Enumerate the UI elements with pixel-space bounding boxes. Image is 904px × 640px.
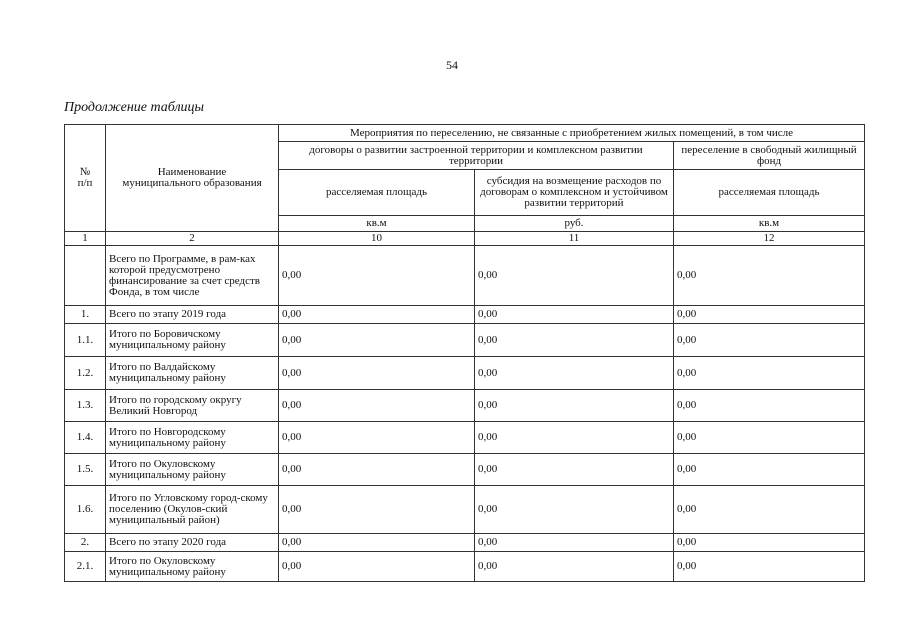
row-value-col10: 0,00 <box>279 324 475 357</box>
row-value-col11: 0,00 <box>475 486 674 534</box>
row-value-col12: 0,00 <box>674 357 865 390</box>
page-number: 54 <box>446 58 458 72</box>
continuation-label: Продолжение таблицы <box>64 100 205 115</box>
row-number: 1. <box>65 306 106 324</box>
row-number <box>65 246 106 306</box>
table-row <box>65 306 865 324</box>
table-row <box>65 324 865 357</box>
row-value-col12: 0,00 <box>674 454 865 486</box>
row-value-col10: 0,00 <box>279 357 475 390</box>
num-header-line2: п/п <box>77 177 93 189</box>
row-value-col12: 0,00 <box>674 324 865 357</box>
subgroup-free-fund: переселение в свободный жилищный фонд <box>674 142 865 170</box>
resettlement-table <box>64 124 865 582</box>
row-name: Итого по Окуловскому муниципальному району <box>106 552 279 582</box>
row-value-col12: 0,00 <box>674 486 865 534</box>
subgroup-contracts: договоры о развитии застроенной территории и комплексном развитии территории <box>279 142 674 170</box>
row-value-col10: 0,00 <box>279 534 475 552</box>
row-value-col11: 0,00 <box>475 534 674 552</box>
row-number: 1.2. <box>65 357 106 390</box>
col12-header: расселяемая площадь <box>674 170 865 216</box>
row-name: Всего по Программе, в рам-ках которой предусмотрено финансирование за счет средств Фонда, в том числе <box>106 246 279 306</box>
table-row <box>65 390 865 422</box>
num-header <box>65 125 106 232</box>
col11-index: 11 <box>475 232 674 246</box>
table-row <box>65 454 865 486</box>
row-value-col11: 0,00 <box>475 357 674 390</box>
row-name: Итого по Окуловскому муниципальному району <box>106 454 279 486</box>
table-row <box>65 552 865 582</box>
col1-index: 1 <box>65 232 106 246</box>
row-name: Итого по городскому округу Великий Новгород <box>106 390 279 422</box>
row-number: 2.1. <box>65 552 106 582</box>
table-row <box>65 534 865 552</box>
row-name: Итого по Новгородскому муниципальному району <box>106 422 279 454</box>
col12-unit: кв.м <box>674 216 865 232</box>
name-header-line2: муниципального образования <box>122 177 262 189</box>
row-number: 1.6. <box>65 486 106 534</box>
table-row <box>65 246 865 306</box>
row-value-col11: 0,00 <box>475 246 674 306</box>
row-number: 1.1. <box>65 324 106 357</box>
row-name: Итого по Угловскому город-скому поселению (Окулов-ский муниципальный район) <box>106 486 279 534</box>
num-header-line1: № <box>79 166 91 178</box>
row-value-col12: 0,00 <box>674 422 865 454</box>
group-title: Мероприятия по переселению, не связанные с приобретением жилых помещений, в том числе <box>279 125 865 142</box>
row-value-col12: 0,00 <box>674 306 865 324</box>
col11-unit: руб. <box>475 216 674 232</box>
row-name: Итого по Валдайскому муниципальному району <box>106 357 279 390</box>
row-number: 1.5. <box>65 454 106 486</box>
row-value-col10: 0,00 <box>279 552 475 582</box>
row-name: Итого по Боровичскому муниципальному району <box>106 324 279 357</box>
table-row <box>65 357 865 390</box>
row-value-col12: 0,00 <box>674 534 865 552</box>
row-value-col12: 0,00 <box>674 246 865 306</box>
row-value-col11: 0,00 <box>475 552 674 582</box>
name-header-line1: Наименование <box>157 166 227 178</box>
row-value-col11: 0,00 <box>475 454 674 486</box>
row-value-col11: 0,00 <box>475 390 674 422</box>
row-value-col10: 0,00 <box>279 486 475 534</box>
row-value-col11: 0,00 <box>475 306 674 324</box>
row-name: Всего по этапу 2019 года <box>106 306 279 324</box>
row-value-col12: 0,00 <box>674 390 865 422</box>
row-name: Всего по этапу 2020 года <box>106 534 279 552</box>
col10-header: расселяемая площадь <box>279 170 475 216</box>
col11-header: субсидия на возмещение расходов по договорам о комплексном и устойчивом развитии территорий <box>475 170 674 216</box>
row-value-col11: 0,00 <box>475 422 674 454</box>
row-value-col10: 0,00 <box>279 306 475 324</box>
row-value-col10: 0,00 <box>279 454 475 486</box>
row-value-col10: 0,00 <box>279 390 475 422</box>
col2-index: 2 <box>106 232 279 246</box>
row-number: 2. <box>65 534 106 552</box>
name-header <box>106 125 279 232</box>
row-number: 1.4. <box>65 422 106 454</box>
row-value-col11: 0,00 <box>475 324 674 357</box>
col12-index: 12 <box>674 232 865 246</box>
row-value-col10: 0,00 <box>279 246 475 306</box>
row-value-col12: 0,00 <box>674 552 865 582</box>
col10-index: 10 <box>279 232 475 246</box>
row-number: 1.3. <box>65 390 106 422</box>
row-value-col10: 0,00 <box>279 422 475 454</box>
col10-unit: кв.м <box>279 216 475 232</box>
table-row <box>65 486 865 534</box>
table-row <box>65 422 865 454</box>
